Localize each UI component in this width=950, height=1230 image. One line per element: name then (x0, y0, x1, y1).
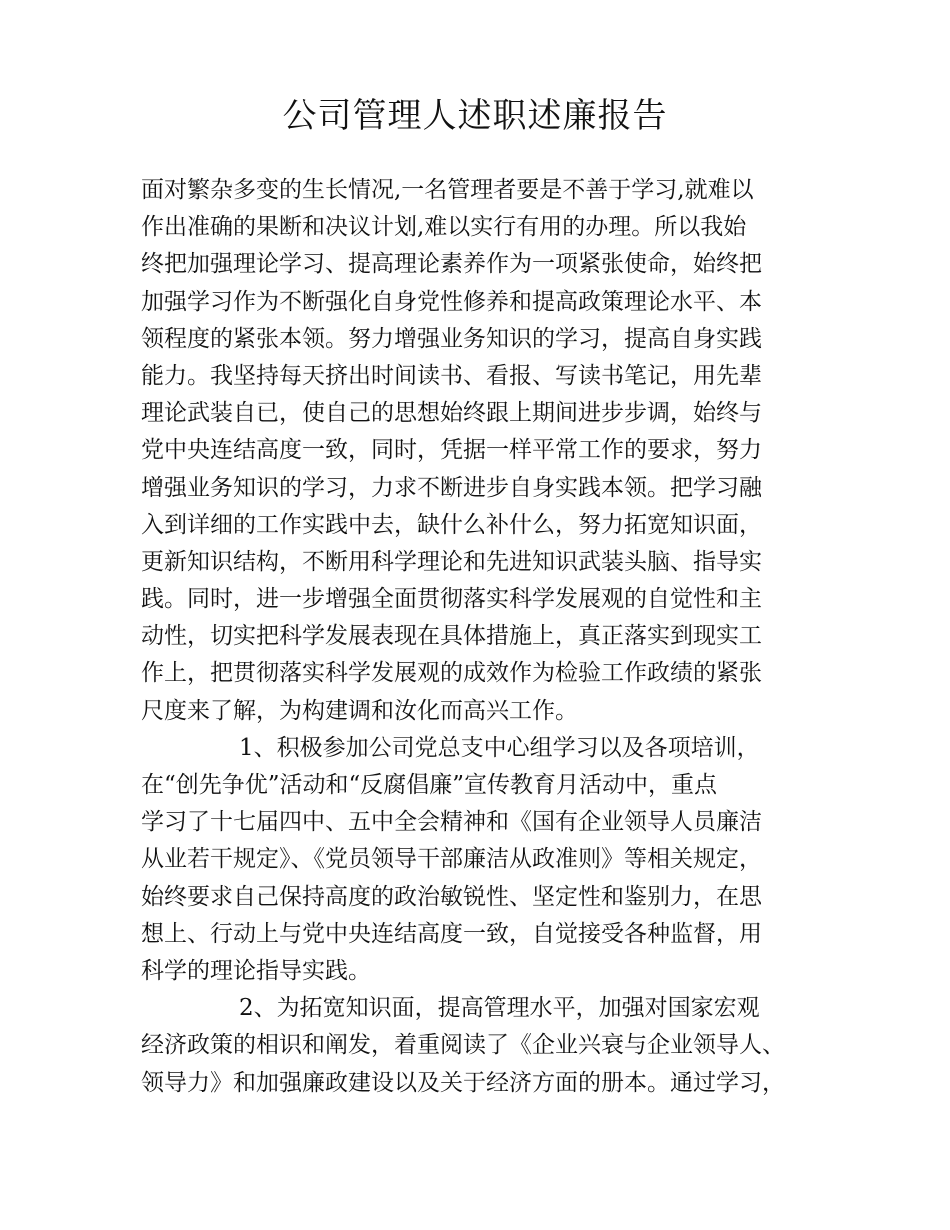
text-line: 领导力》和加强廉政建设以及关于经济方面的册本。通过学习， (141, 1069, 785, 1096)
text-line: 终把加强理论学习、提高理论素养作为一项紧张使命，始终把 (141, 251, 762, 278)
text-line: 理论武装自已，使自己的思想始终跟上期间进步步调，始终与 (141, 400, 762, 427)
text-line: 能力。我坚持每天挤出时间读书、看报、写读书笔记，用先辈 (141, 362, 762, 389)
text-line: 领程度的紧张本领。努力增强业务知识的学习，提高自身实践 (141, 325, 762, 352)
text-line: 作出准确的果断和决议计划,难以实行有用的办理。所以我始 (141, 214, 747, 241)
text-line: 动性，切实把科学发展表现在具体措施上，真正落实到现实工 (141, 623, 762, 650)
text-line: 在“创先争优”活动和“反腐倡廉”宣传教育月活动中，重点 (141, 772, 718, 798)
text-line: 增强业务知识的学习，力求不断进步自身实践本领。把学习融 (141, 474, 762, 501)
text-line: 学习了十七届四中、五中全会精神和《国有企业领导人员廉洁 (141, 809, 762, 836)
text-line: 入到详细的工作实践中去，缺什么补什么，努力拓宽知识面， (141, 511, 762, 538)
text-line: 更新知识结构，不断用科学理论和先进知识武装头脑、指导实 (141, 548, 762, 575)
text-line: 科学的理论指导实践。 (141, 957, 371, 984)
text-line: 始终要求自己保持高度的政治敏锐性、坚定性和鉴别力，在思 (141, 883, 762, 910)
document-title: 公司管理人述职述廉报告 (282, 96, 668, 136)
text-line-indented: 2、为拓宽知识面，提高管理水平，加强对国家宏观 (239, 995, 760, 1022)
text-line: 从业若干规定》、《党员领导干部廉洁从政准则》等相关规定， (141, 846, 762, 873)
text-line: 想上、行动上与党中央连结高度一致，自觉接受各种监督，用 (141, 920, 762, 947)
text-line: 尺度来了解，为构建调和汝化而高兴工作。 (141, 697, 578, 724)
text-line-indented: 1、积极参加公司党总支中心组学习以及各项培训， (239, 734, 760, 761)
document-body (141, 172, 841, 1102)
text-line: 面对繁杂多变的生长情况,一名管理者要是不善于学习,就难以 (141, 177, 754, 203)
text-line: 党中央连结高度一致，同时，凭据一样平常工作的要求，努力 (141, 437, 762, 464)
text-line: 践。同时，进一步增强全面贯彻落实科学发展观的自觉性和主 (141, 586, 762, 613)
text-line: 经济政策的相识和阐发，着重阅读了《企业兴衰与企业领导人、 (141, 1032, 785, 1059)
text-line: 作上，把贯彻落实科学发展观的成效作为检验工作政绩的紧张 (141, 660, 762, 687)
text-line: 加强学习作为不断强化自身党性修养和提高政策理论水平、本 (141, 288, 762, 315)
